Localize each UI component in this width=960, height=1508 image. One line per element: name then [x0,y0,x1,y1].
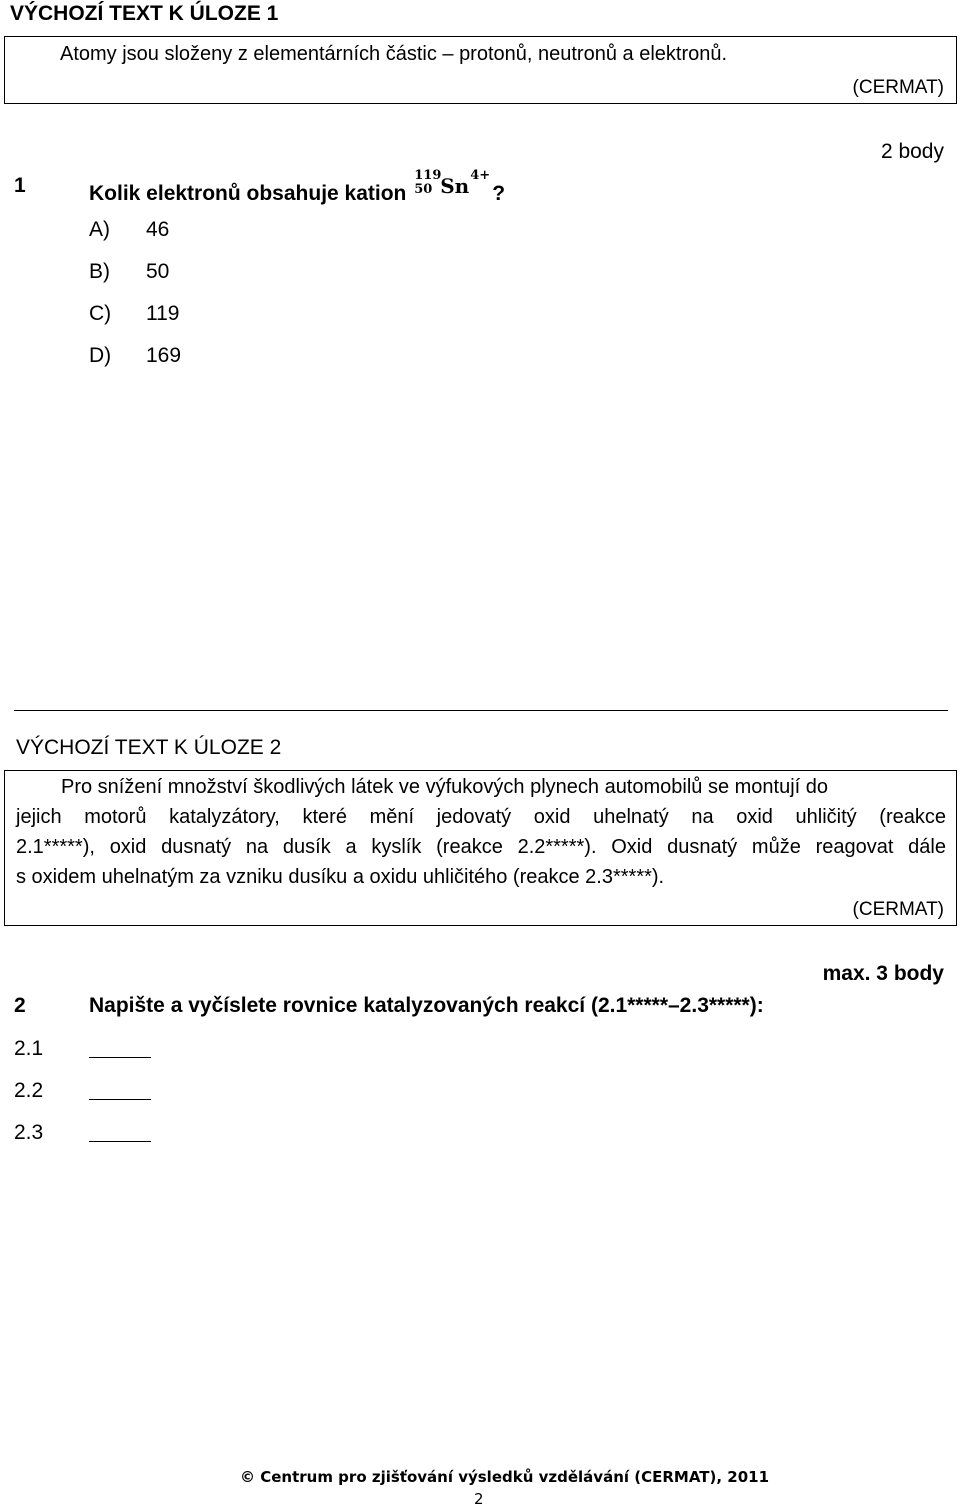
answer-2-1-field[interactable] [89,1057,151,1058]
answer-2-3-label: 2.3 [14,1121,44,1144]
section2-line-4: s oxidem uhelnatým za vzniku dusíku a oxidu uhličitého (reakce 2.3*****). [16,866,665,888]
nuclide-mass-number: 119 [414,168,442,183]
q2-number: 2 [14,994,26,1017]
section2-box [4,770,957,926]
answer-2-2-label: 2.2 [14,1079,44,1102]
q1-question-mark: ? [492,182,506,205]
option-a-value[interactable]: 46 [146,218,170,241]
option-d-letter[interactable]: D) [89,344,112,367]
footer-copyright: © Centrum pro zjišťování výsledků vzdělávání (CERMAT), 2011 [240,1468,770,1486]
section2-line-1: Pro snížení množství škodlivých látek ve výfukových plynech automobilů se montují do [61,776,829,798]
q1-points: 2 body [880,140,944,163]
answer-2-2-field[interactable] [89,1099,151,1100]
q2-points: max. 3 body [822,962,944,985]
section1-credit: (CERMAT) [852,77,944,98]
section1-box [4,36,957,104]
q2-text: Napište a vyčíslete rovnice katalyzovaných reakcí (2.1*****–2.3*****): [89,994,764,1017]
section1-text: Atomy jsou složeny z elementárních částic – protonů, neutronů a elektronů. [60,43,728,65]
nuclide-atomic-number: 50 [414,182,433,197]
option-d-value[interactable]: 169 [146,344,182,367]
nuclide-symbol: Sn [440,174,470,198]
q1-text: Kolik elektronů obsahuje kation [89,182,407,205]
tin-cation-nuclide [412,168,492,204]
section2-line-3: 2.1*****), oxid dusnatý na dusík a kyslík (reakce 2.2*****). Oxid dusnatý může reagovat dále [16,836,946,858]
section1-heading: VÝCHOZÍ TEXT K ÚLOZE 1 [10,2,279,25]
section2-heading: VÝCHOZÍ TEXT K ÚLOZE 2 [16,736,282,759]
option-c-value[interactable]: 119 [146,302,180,325]
answer-2-1-label: 2.1 [14,1037,44,1060]
section2-credit: (CERMAT) [852,899,944,920]
nuclide-charge: 4+ [470,168,491,183]
page-number: 2 [474,1490,484,1508]
option-b-value[interactable]: 50 [146,260,170,283]
section-divider [14,710,948,711]
q1-number: 1 [14,174,26,197]
option-b-letter[interactable]: B) [89,260,110,283]
option-a-letter[interactable]: A) [89,218,110,241]
q1-question [89,168,506,206]
option-c-letter[interactable]: C) [89,302,112,325]
section2-line-2: jejich motorů katalyzátory, které mění jedovatý oxid uhelnatý na oxid uhličitý (reakce [16,806,946,828]
answer-2-3-field[interactable] [89,1141,151,1142]
